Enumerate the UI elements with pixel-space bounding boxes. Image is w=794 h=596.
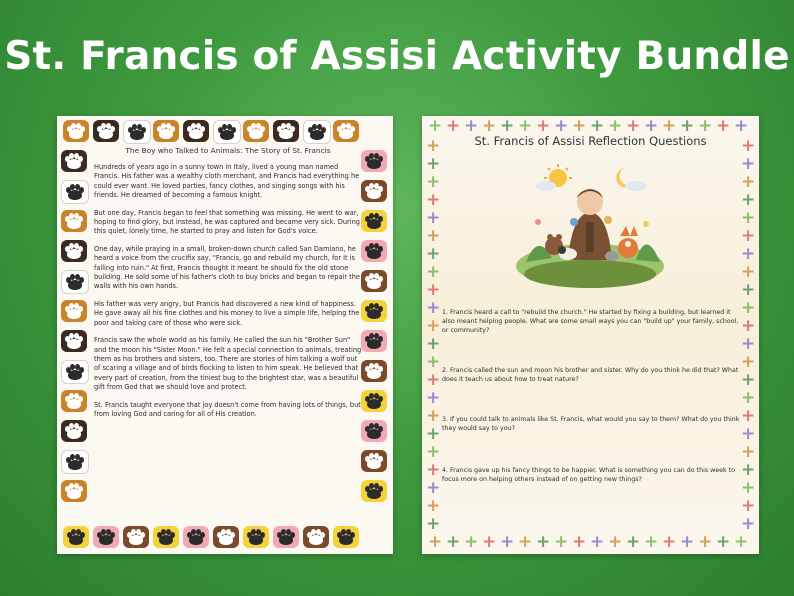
cross-icon: + bbox=[741, 316, 756, 336]
cross-icon: + bbox=[426, 154, 441, 174]
paw-print-icon bbox=[123, 526, 149, 548]
cross-icon: + bbox=[426, 136, 441, 156]
story-paragraph: His father was very angry, but Francis had discovered a new kind of happiness. He gave away all his fine clothes and his money to live a simple life, helping the poor and taking care of those who were sick. bbox=[94, 299, 360, 327]
cross-icon: + bbox=[741, 406, 756, 426]
paw-print-icon bbox=[183, 120, 209, 142]
paw-print-icon bbox=[361, 270, 387, 292]
cross-icon: + bbox=[554, 532, 569, 552]
cross-icon: + bbox=[464, 532, 479, 552]
cross-icon: + bbox=[741, 298, 756, 318]
cross-icon: + bbox=[426, 334, 441, 354]
paw-print-icon bbox=[153, 120, 179, 142]
paw-print-icon bbox=[61, 180, 89, 204]
paw-print-icon bbox=[243, 120, 269, 142]
paw-print-icon bbox=[61, 420, 87, 442]
cross-icon: + bbox=[426, 514, 441, 534]
cross-icon: + bbox=[554, 116, 569, 136]
paw-print-icon bbox=[61, 150, 87, 172]
paw-print-icon bbox=[361, 150, 387, 172]
cross-icon: + bbox=[741, 424, 756, 444]
cross-icon: + bbox=[626, 532, 641, 552]
st-francis-with-animals-illustration bbox=[508, 162, 672, 292]
reflection-question: 3. If you could talk to animals like St. Francis, what would you say to them? What do you think they would say to you? bbox=[442, 416, 740, 432]
cross-icon: + bbox=[590, 532, 605, 552]
story-content bbox=[94, 146, 362, 427]
paw-print-icon bbox=[61, 330, 87, 352]
cross-icon: + bbox=[741, 226, 756, 246]
cross-icon: + bbox=[500, 116, 515, 136]
paw-print-icon bbox=[333, 526, 359, 548]
paw-print-icon bbox=[243, 526, 269, 548]
cross-icon: + bbox=[734, 532, 749, 552]
paw-print-icon bbox=[61, 300, 87, 322]
paw-print-icon bbox=[303, 526, 329, 548]
cross-icon: + bbox=[426, 190, 441, 210]
cross-icon: + bbox=[741, 334, 756, 354]
cross-icon: + bbox=[734, 116, 749, 136]
cross-icon: + bbox=[426, 280, 441, 300]
cross-icon: + bbox=[426, 460, 441, 480]
story-paragraph: Francis saw the whole world as his family. He called the sun his "Brother Sun" and the moon his "Sister Moon." He felt a special connection to animals, treating them as his brothers and sisters, too. There are stories of him talking a wolf out of scaring a village and of birds flocking to listen to him speak. He believed that every part of creation, from the tiniest bug to the brightest star, was a beautiful gift from God that we should love and protect. bbox=[94, 336, 362, 392]
paw-print-icon bbox=[361, 180, 387, 202]
paw-print-icon bbox=[63, 120, 89, 142]
cross-icon: + bbox=[426, 388, 441, 408]
paw-print-icon bbox=[333, 120, 359, 142]
paw-print-icon bbox=[213, 120, 241, 144]
paw-print-icon bbox=[183, 526, 209, 548]
reflection-question: 2. Francis called the sun and moon his brother and sister. Why do you think he did that? What does it teach us about how to treat nature? bbox=[442, 367, 739, 383]
cross-icon: + bbox=[741, 244, 756, 264]
cross-icon: + bbox=[500, 532, 515, 552]
cross-icon: + bbox=[426, 424, 441, 444]
cross-icon: + bbox=[741, 280, 756, 300]
cross-icon: + bbox=[741, 388, 756, 408]
cross-icon: + bbox=[426, 370, 441, 390]
cross-icon: + bbox=[536, 532, 551, 552]
cross-icon: + bbox=[741, 442, 756, 462]
cross-icon: + bbox=[426, 442, 441, 462]
story-title: The Boy who Talked to Animals: The Story of St. Francis bbox=[125, 146, 331, 155]
story-paragraph: One day, while praying in a small, broken-down church called San Damiano, he heard a voice from the crucifix say, "Francis, go and rebuild my church, for it is falling into ruin." At first, Francis thought it meant he should fix the old stone building. He sold some of his father's cloth to buy bricks and began to repair the walls with his own hands. bbox=[94, 244, 360, 291]
paw-print-icon bbox=[153, 526, 179, 548]
bundle-title: St. Francis of Assisi Activity Bundle bbox=[4, 34, 790, 79]
cross-icon: + bbox=[428, 532, 443, 552]
paw-print-icon bbox=[361, 450, 387, 472]
reflection-page bbox=[422, 116, 759, 554]
cross-icon: + bbox=[741, 370, 756, 390]
cross-icon: + bbox=[608, 532, 623, 552]
cross-icon: + bbox=[626, 116, 641, 136]
paw-print-icon bbox=[273, 120, 299, 142]
paw-print-icon bbox=[63, 526, 89, 548]
paw-print-icon bbox=[93, 120, 119, 142]
paw-print-icon bbox=[61, 480, 87, 502]
paw-print-icon bbox=[361, 210, 387, 232]
cross-icon: + bbox=[426, 406, 441, 426]
cross-icon: + bbox=[741, 352, 756, 372]
paw-print-icon bbox=[361, 480, 387, 502]
cross-icon: + bbox=[716, 532, 731, 552]
cross-icon: + bbox=[741, 514, 756, 534]
cross-icon: + bbox=[426, 226, 441, 246]
cross-icon: + bbox=[426, 172, 441, 192]
cross-icon: + bbox=[590, 116, 605, 136]
paw-print-icon bbox=[361, 240, 387, 262]
paw-print-icon bbox=[61, 240, 87, 262]
paw-print-icon bbox=[93, 526, 119, 548]
cross-icon: + bbox=[741, 208, 756, 228]
paw-print-icon bbox=[123, 120, 151, 144]
story-paragraph: Hundreds of years ago in a sunny town in Italy, lived a young man named Francis. His father was a wealthy cloth merchant, and Francis had everything he could ever want. He loved parties, fancy clothes, and singing songs with his friends. He dreamed of becoming a famous knight. bbox=[94, 163, 360, 200]
paw-print-icon bbox=[61, 450, 89, 474]
cross-icon: + bbox=[426, 316, 441, 336]
cross-icon: + bbox=[644, 532, 659, 552]
paw-print-icon bbox=[361, 360, 387, 382]
cross-icon: + bbox=[741, 172, 756, 192]
paw-print-icon bbox=[303, 120, 331, 144]
cross-icon: + bbox=[680, 532, 695, 552]
cross-icon: + bbox=[716, 116, 731, 136]
cross-icon: + bbox=[426, 262, 441, 282]
cross-icon: + bbox=[698, 532, 713, 552]
cross-icon: + bbox=[464, 116, 479, 136]
cross-icon: + bbox=[426, 496, 441, 516]
story-paragraph: But one day, Francis began to feel that something was missing. He went to war, hoping to find glory, but instead, he was captured and became very sick. During this quiet, lonely time, he started to pray and listen for God's voice. bbox=[94, 208, 360, 236]
reflection-title: St. Francis of Assisi Reflection Questions bbox=[474, 134, 707, 148]
cross-icon: + bbox=[680, 116, 695, 136]
cross-icon: + bbox=[426, 244, 441, 264]
cross-icon: + bbox=[446, 116, 461, 136]
story-page bbox=[57, 116, 393, 554]
reflection-question: 4. Francis gave up his fancy things to be happier. What is something you can do this week to focus more on helping others instead of on getting new things? bbox=[442, 467, 736, 483]
cross-icon: + bbox=[482, 532, 497, 552]
cross-icon: + bbox=[572, 532, 587, 552]
cross-icon: + bbox=[428, 116, 443, 136]
cross-icon: + bbox=[741, 478, 756, 498]
cross-icon: + bbox=[426, 298, 441, 318]
paw-print-icon bbox=[361, 330, 387, 352]
paw-print-icon bbox=[273, 526, 299, 548]
paw-print-icon bbox=[361, 300, 387, 322]
cross-icon: + bbox=[426, 352, 441, 372]
story-paragraph: St. Francis taught everyone that joy doesn't come from having lots of things, but from loving God and caring for all of His creation. bbox=[94, 400, 361, 418]
paw-print-icon bbox=[61, 360, 89, 384]
cross-icon: + bbox=[741, 496, 756, 516]
paw-print-icon bbox=[213, 526, 239, 548]
cross-icon: + bbox=[572, 116, 587, 136]
cross-icon: + bbox=[608, 116, 623, 136]
cross-icon: + bbox=[741, 136, 756, 156]
cross-icon: + bbox=[741, 460, 756, 480]
reflection-question: 1. Francis heard a call to "rebuild the church." He started by fixing a building, but learned it also meant helping people. What are some small ways you can "build up" your family, school, or community? bbox=[442, 309, 739, 334]
cross-icon: + bbox=[536, 116, 551, 136]
cross-icon: + bbox=[518, 116, 533, 136]
cross-icon: + bbox=[426, 478, 441, 498]
cross-icon: + bbox=[741, 190, 756, 210]
cross-icon: + bbox=[741, 154, 756, 174]
cross-icon: + bbox=[518, 532, 533, 552]
paw-print-icon bbox=[361, 420, 387, 442]
cross-icon: + bbox=[698, 116, 713, 136]
cross-icon: + bbox=[482, 116, 497, 136]
cross-icon: + bbox=[446, 532, 461, 552]
paw-print-icon bbox=[61, 210, 87, 232]
paw-print-icon bbox=[361, 390, 387, 412]
cross-icon: + bbox=[741, 262, 756, 282]
cross-icon: + bbox=[426, 208, 441, 228]
cross-icon: + bbox=[644, 116, 659, 136]
paw-print-icon bbox=[61, 390, 87, 412]
cross-icon: + bbox=[662, 532, 677, 552]
paw-print-icon bbox=[61, 270, 89, 294]
cross-icon: + bbox=[662, 116, 677, 136]
